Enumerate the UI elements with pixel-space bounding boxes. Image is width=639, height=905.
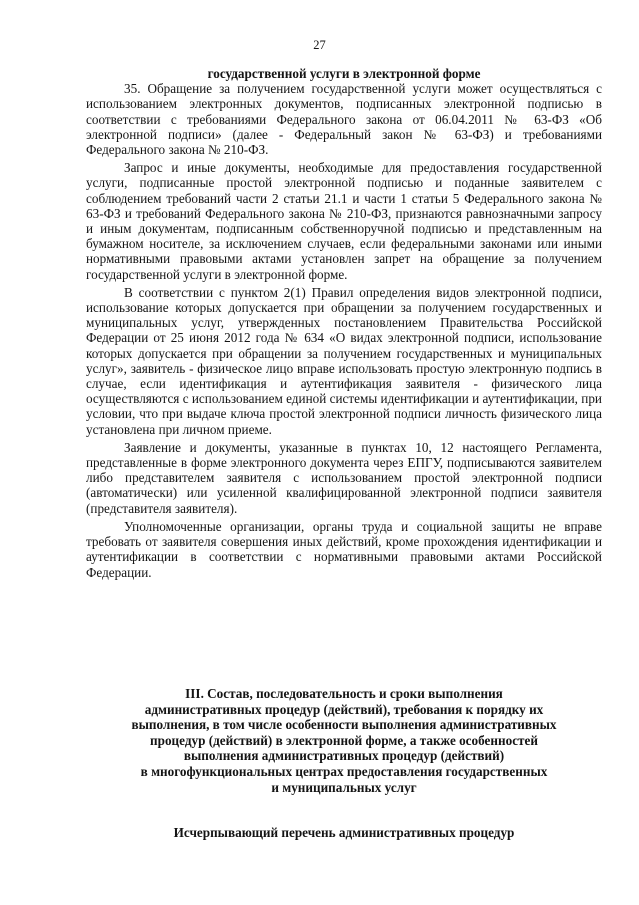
document-body: [86, 66, 602, 580]
section-title: [86, 686, 602, 795]
paragraph-request-documents: Запрос и иные документы, необходимые для предоставления государственной услуги, подписанные простой электронной подписью и поданные заявителем с соблюдением требований части 2 статьи 21.1 и части 1 статьи 5 Федерального закона № 63-ФЗ и требований Федерального закона № 210-ФЗ, признаются равнозначными запросу и иным документам, подписанным собственноручной подписью и представленным на бумажном носителе, за исключением случаев, если федеральными законами или иными нормативными правовыми актами установлен запрет на обращение за получением государственной услуги в электронной форме.: [86, 160, 602, 282]
section-title-line: административных процедур (действий), требования к порядку их: [144, 701, 544, 717]
procedures-heading: Исчерпывающий перечень административных процедур: [173, 825, 515, 840]
paragraph-application-epgu: Заявление и документы, указанные в пунктах 10, 12 настоящего Регламента, представленные в форме электронного документа через ЕПГУ, подписываются заявителем либо представителем заявителя с использованием простой электронной подписи (автоматически) или усиленной квалифицированной электронной подписи заявителя (представителя заявителя).: [86, 439, 602, 516]
section-title-line: выполнения административных процедур (действий): [183, 748, 505, 764]
page-number: 27: [313, 38, 326, 52]
section-title-line: процедур (действий) в электронной форме, а также особенностей: [150, 732, 538, 748]
paragraph-authorized-orgs: Уполномоченные организации, органы труда и социальной защиты не вправе требовать от заявителя совершения иных действий, кроме прохождения идентификации и аутентификации в соответствии с нормативными правовыми актами Российской Федерации.: [86, 518, 602, 580]
subheading: государственной услуги в электронной форме: [207, 66, 481, 81]
section-title-line: III. Состав, последовательность и сроки выполнения: [185, 686, 503, 701]
section-title-line: в многофункциональных центрах предоставления государственных: [140, 763, 548, 779]
paragraph-35: 35. Обращение за получением государственной услуги может осуществляться с использованием электронных документов, подписанных электронной подписью в соответствии с требованиями Федерального закона от 06.04.2011 № 63-ФЗ «Об электронной подписи» (далее - Федеральный закон № 63-ФЗ) и требованиями Федерального закона № 210-ФЗ.: [86, 81, 602, 158]
section-title-line: выполнения, в том числе особенности выполнения административных: [131, 717, 557, 733]
paragraph-signature-rules: В соответствии с пунктом 2(1) Правил определения видов электронной подписи, использование которых допускается при обращении за получением государственных и муниципальных услуг, утвержденных постановлением Правительства Российской Федерации от 25 июня 2012 года № 634 «О видах электронной подписи, использование которых допускается при обращении за получением государственных и муниципальных услуг», заявитель - физическое лицо вправе использовать простую электронную подпись в случае, если идентификация и аутентификация заявителя - физического лица осуществляются с использованием единой системы идентификации и аутентификации, при условии, что при выдаче ключа простой электронной подписи личность физического лица установлена при личном приеме.: [86, 284, 602, 437]
section-title-line: и муниципальных услуг: [271, 779, 417, 795]
